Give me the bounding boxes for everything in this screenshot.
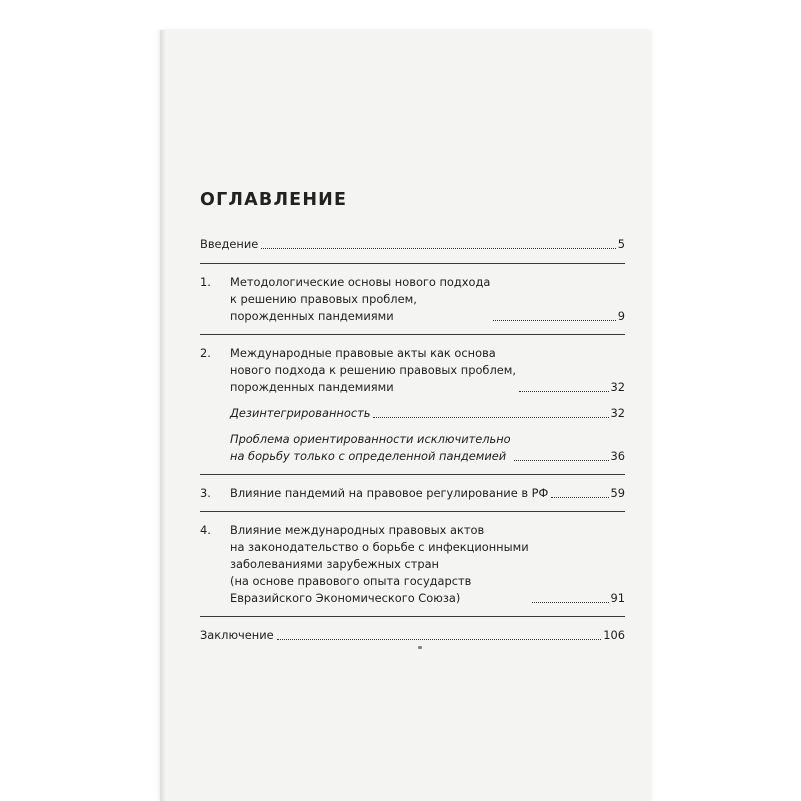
dot-leader [519, 390, 609, 392]
toc-entry-text: Влияние пандемий на правовое регулирование в РФ [230, 486, 549, 500]
dot-leader [277, 638, 602, 640]
toc-entry-page: 32 [610, 406, 625, 420]
toc-entry-page: 5 [617, 237, 625, 251]
toc-entry-conclusion [200, 627, 625, 644]
toc-entry-page: 106 [603, 628, 625, 642]
toc-entry-chapter-2 [200, 345, 625, 396]
toc-entry-page: 32 [610, 380, 625, 394]
toc-entry-text: Влияние международных правовых актов на законодательство о борьбе с инфекционными заболеваниями зарубежных стран (на основе правового опыта государств Евразийского Экономического Союза) [230, 523, 529, 605]
toc-entry-section-2-2 [200, 431, 625, 465]
dot-leader [532, 601, 609, 603]
dot-leader [373, 416, 608, 418]
entry-divider [200, 263, 625, 264]
toc-entry-page: 36 [610, 449, 625, 463]
toc-entry-page: 59 [610, 486, 625, 500]
toc-entry-text: Проблема ориентированности исключительно на борьбу только с определенной пандемией [230, 432, 511, 463]
dot-leader [551, 496, 608, 498]
toc-entry-number: 1. [200, 275, 211, 289]
dot-leader [514, 459, 609, 461]
toc-entry-chapter-4 [200, 522, 625, 607]
toc-title: ОГЛАВЛЕНИЕ [200, 190, 348, 210]
dot-leader [261, 247, 615, 249]
toc-entry-text: Заключение [200, 628, 274, 642]
page-gutter [160, 30, 166, 801]
toc-entry-chapter-3 [200, 485, 625, 502]
toc-entry-page: 9 [617, 309, 625, 323]
toc-entry-number: 3. [200, 486, 211, 500]
entry-divider [200, 616, 625, 617]
toc-entry-text: Введение [200, 237, 259, 251]
toc-entry-number: 4. [200, 523, 211, 537]
toc-entry-page: 91 [610, 591, 625, 605]
table-of-contents [200, 190, 625, 653]
toc-entry-chapter-1 [200, 274, 625, 325]
toc-entry-number: 2. [200, 346, 211, 360]
toc-entry-section-2-1 [200, 405, 625, 422]
entry-divider [200, 474, 625, 475]
toc-entry-text: Международные правовые акты как основа нового подхода к решению правовых проблем, порожденных пандемиями [230, 346, 516, 394]
toc-entry-text: Дезинтегрированность [230, 406, 371, 420]
ink-speck [418, 646, 422, 649]
toc-entry-text: Методологические основы нового подхода к решению правовых проблем, порожденных пандемиями [230, 275, 491, 323]
entry-divider [200, 511, 625, 512]
entry-divider [200, 334, 625, 335]
toc-entry-introduction [200, 236, 625, 253]
dot-leader [493, 319, 615, 321]
